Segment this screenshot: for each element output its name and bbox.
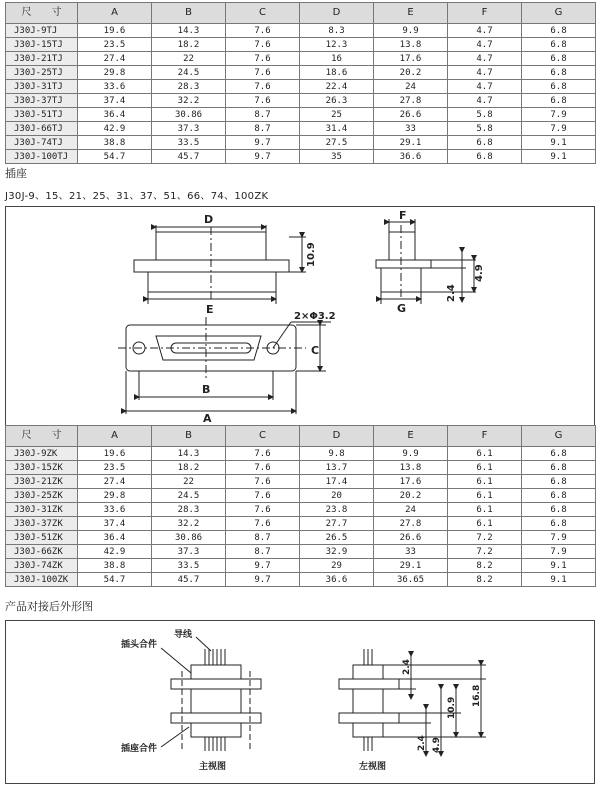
table-row <box>6 122 596 136</box>
value-cell: 9.1 <box>522 559 596 573</box>
value-cell: 16 <box>300 52 374 66</box>
value-cell: 33.5 <box>152 559 226 573</box>
value-cell: 17.6 <box>374 475 448 489</box>
table-row <box>6 108 596 122</box>
value-cell: 5.8 <box>448 122 522 136</box>
value-cell: 9.7 <box>226 136 300 150</box>
value-cell: 6.8 <box>522 94 596 108</box>
model-cell: J30J-9TJ <box>6 24 78 38</box>
value-cell: 26.6 <box>374 108 448 122</box>
value-cell: 19.6 <box>78 447 152 461</box>
header-g: G <box>522 3 596 24</box>
value-cell: 33.5 <box>152 136 226 150</box>
value-cell: 7.9 <box>522 531 596 545</box>
header-a: A <box>78 426 152 447</box>
table-row <box>6 447 596 461</box>
table-header-row <box>6 426 596 447</box>
value-cell: 26.5 <box>300 531 374 545</box>
value-cell: 17.4 <box>300 475 374 489</box>
value-cell: 7.9 <box>522 545 596 559</box>
value-cell: 5.8 <box>448 108 522 122</box>
value-cell: 36.6 <box>300 573 374 587</box>
model-cell: J30J-37ZK <box>6 517 78 531</box>
table-row <box>6 531 596 545</box>
value-cell: 22 <box>152 475 226 489</box>
value-cell: 36.6 <box>374 150 448 164</box>
value-cell: 27.4 <box>78 52 152 66</box>
value-cell: 9.7 <box>226 573 300 587</box>
value-cell: 6.8 <box>522 24 596 38</box>
value-cell: 37.4 <box>78 94 152 108</box>
value-cell: 30.86 <box>152 108 226 122</box>
value-cell: 27.7 <box>300 517 374 531</box>
value-cell: 7.6 <box>226 66 300 80</box>
value-cell: 33 <box>374 122 448 136</box>
dim-e: E <box>206 303 214 316</box>
value-cell: 6.1 <box>448 517 522 531</box>
value-cell: 8.7 <box>226 531 300 545</box>
header-b: B <box>152 3 226 24</box>
header-g: G <box>522 426 596 447</box>
value-cell: 19.6 <box>78 24 152 38</box>
value-cell: 36.4 <box>78 531 152 545</box>
value-cell: 6.1 <box>448 447 522 461</box>
value-cell: 45.7 <box>152 573 226 587</box>
table-row <box>6 573 596 587</box>
dim-4-9: 4.9 <box>474 264 485 282</box>
value-cell: 24 <box>374 503 448 517</box>
value-cell: 42.9 <box>78 545 152 559</box>
table-row <box>6 150 596 164</box>
value-cell: 20.2 <box>374 66 448 80</box>
value-cell: 32.9 <box>300 545 374 559</box>
model-cell: J30J-15ZK <box>6 461 78 475</box>
label-socket-assembly: 插座合件 <box>121 744 158 754</box>
value-cell: 7.6 <box>226 52 300 66</box>
value-cell: 7.6 <box>226 475 300 489</box>
value-cell: 4.7 <box>448 24 522 38</box>
model-cell: J30J-100ZK <box>6 573 78 587</box>
value-cell: 8.3 <box>300 24 374 38</box>
table-row <box>6 517 596 531</box>
table-row <box>6 24 596 38</box>
value-cell: 31.4 <box>300 122 374 136</box>
value-cell: 37.4 <box>78 517 152 531</box>
value-cell: 6.8 <box>522 38 596 52</box>
value-cell: 13.7 <box>300 461 374 475</box>
value-cell: 38.8 <box>78 559 152 573</box>
header-d: D <box>300 3 374 24</box>
model-cell: J30J-66ZK <box>6 545 78 559</box>
value-cell: 6.1 <box>448 461 522 475</box>
value-cell: 8.2 <box>448 573 522 587</box>
header-size: 尺 寸 <box>6 3 78 24</box>
value-cell: 7.6 <box>226 24 300 38</box>
label-left-view: 左视图 <box>359 762 387 772</box>
dim-d: D <box>204 213 214 226</box>
value-cell: 37.3 <box>152 545 226 559</box>
value-cell: 4.7 <box>448 38 522 52</box>
value-cell: 22 <box>152 52 226 66</box>
plug-dimension-table <box>5 2 596 164</box>
value-cell: 29.1 <box>374 559 448 573</box>
left-view <box>339 649 486 756</box>
dim-2-4-bottom: 2.4 <box>417 735 427 751</box>
model-cell: J30J-9ZK <box>6 447 78 461</box>
dim-f: F <box>399 209 407 222</box>
value-cell: 7.9 <box>522 108 596 122</box>
socket-end-body-top <box>389 232 415 260</box>
value-cell: 13.8 <box>374 461 448 475</box>
table-row <box>6 489 596 503</box>
model-cell: J30J-21TJ <box>6 52 78 66</box>
value-cell: 9.1 <box>522 573 596 587</box>
table-row <box>6 475 596 489</box>
header-f: F <box>448 426 522 447</box>
socket-body-bottom <box>148 272 276 292</box>
value-cell: 18.2 <box>152 461 226 475</box>
model-cell: J30J-25ZK <box>6 489 78 503</box>
value-cell: 25 <box>300 108 374 122</box>
value-cell: 37.3 <box>152 122 226 136</box>
model-cell: J30J-21ZK <box>6 475 78 489</box>
value-cell: 7.2 <box>448 531 522 545</box>
value-cell: 6.8 <box>522 489 596 503</box>
value-cell: 27.8 <box>374 517 448 531</box>
model-cell: J30J-31ZK <box>6 503 78 517</box>
socket-dimension-table <box>5 425 596 587</box>
value-cell: 9.7 <box>226 559 300 573</box>
value-cell: 36.65 <box>374 573 448 587</box>
value-cell: 4.7 <box>448 80 522 94</box>
socket-end-flange <box>376 260 431 268</box>
value-cell: 9.1 <box>522 150 596 164</box>
value-cell: 29.1 <box>374 136 448 150</box>
header-e: E <box>374 426 448 447</box>
value-cell: 13.8 <box>374 38 448 52</box>
value-cell: 23.5 <box>78 38 152 52</box>
value-cell: 30.86 <box>152 531 226 545</box>
dim-b: B <box>202 383 211 396</box>
table-row <box>6 461 596 475</box>
dim-2-4: 2.4 <box>446 284 457 302</box>
value-cell: 6.8 <box>522 503 596 517</box>
dim-10-9: 10.9 <box>306 242 317 267</box>
value-cell: 18.2 <box>152 38 226 52</box>
value-cell: 18.6 <box>300 66 374 80</box>
value-cell: 6.1 <box>448 503 522 517</box>
front-view <box>161 637 261 751</box>
value-cell: 7.9 <box>522 122 596 136</box>
value-cell: 45.7 <box>152 150 226 164</box>
value-cell: 20.2 <box>374 489 448 503</box>
model-cell: J30J-66TJ <box>6 122 78 136</box>
value-cell: 6.8 <box>448 136 522 150</box>
value-cell: 54.7 <box>78 573 152 587</box>
value-cell: 8.7 <box>226 108 300 122</box>
value-cell: 27.5 <box>300 136 374 150</box>
value-cell: 7.6 <box>226 461 300 475</box>
header-b: B <box>152 426 226 447</box>
value-cell: 22.4 <box>300 80 374 94</box>
table-row <box>6 559 596 573</box>
value-cell: 4.7 <box>448 94 522 108</box>
model-cell: J30J-31TJ <box>6 80 78 94</box>
header-size: 尺 寸 <box>6 426 78 447</box>
value-cell: 20 <box>300 489 374 503</box>
model-cell: J30J-74TJ <box>6 136 78 150</box>
label-front-view: 主视图 <box>199 762 227 772</box>
socket-model-list: J30J-9、15、21、25、31、37、51、66、74、100ZK <box>5 191 269 202</box>
model-cell: J30J-74ZK <box>6 559 78 573</box>
table-row <box>6 80 596 94</box>
value-cell: 54.7 <box>78 150 152 164</box>
mated-drawing-svg <box>6 621 594 783</box>
value-cell: 6.8 <box>448 150 522 164</box>
table-row <box>6 38 596 52</box>
table-row <box>6 503 596 517</box>
model-cell: J30J-37TJ <box>6 94 78 108</box>
value-cell: 26.3 <box>300 94 374 108</box>
dim-hole: 2×Φ3.2 <box>294 311 336 322</box>
value-cell: 12.3 <box>300 38 374 52</box>
model-cell: J30J-51TJ <box>6 108 78 122</box>
socket-title: 插座 <box>5 167 27 180</box>
table-row <box>6 94 596 108</box>
value-cell: 33 <box>374 545 448 559</box>
value-cell: 42.9 <box>78 122 152 136</box>
value-cell: 9.8 <box>300 447 374 461</box>
value-cell: 28.3 <box>152 80 226 94</box>
value-cell: 26.6 <box>374 531 448 545</box>
header-e: E <box>374 3 448 24</box>
value-cell: 7.6 <box>226 80 300 94</box>
value-cell: 8.7 <box>226 122 300 136</box>
value-cell: 36.4 <box>78 108 152 122</box>
value-cell: 7.6 <box>226 38 300 52</box>
dim-c: C <box>311 344 320 357</box>
value-cell: 6.1 <box>448 475 522 489</box>
header-a: A <box>78 3 152 24</box>
header-f: F <box>448 3 522 24</box>
mated-title: 产品对接后外形图 <box>5 600 93 613</box>
value-cell: 35 <box>300 150 374 164</box>
value-cell: 6.8 <box>522 80 596 94</box>
value-cell: 6.8 <box>522 461 596 475</box>
table-row <box>6 66 596 80</box>
table-row <box>6 136 596 150</box>
model-cell: J30J-100TJ <box>6 150 78 164</box>
model-cell: J30J-25TJ <box>6 66 78 80</box>
dim-4-9-mated: 4.9 <box>432 737 442 753</box>
value-cell: 6.8 <box>522 66 596 80</box>
value-cell: 24 <box>374 80 448 94</box>
socket-drawing-svg <box>6 207 594 425</box>
value-cell: 33.6 <box>78 80 152 94</box>
value-cell: 7.6 <box>226 94 300 108</box>
value-cell: 7.6 <box>226 517 300 531</box>
value-cell: 29 <box>300 559 374 573</box>
value-cell: 24.5 <box>152 66 226 80</box>
model-cell: J30J-51ZK <box>6 531 78 545</box>
label-plug-assembly: 插头合件 <box>121 640 158 650</box>
header-c: C <box>226 3 300 24</box>
value-cell: 17.6 <box>374 52 448 66</box>
value-cell: 33.6 <box>78 503 152 517</box>
dim-16-8: 16.8 <box>472 684 482 707</box>
value-cell: 7.2 <box>448 545 522 559</box>
value-cell: 8.2 <box>448 559 522 573</box>
value-cell: 7.6 <box>226 447 300 461</box>
socket-drawing <box>5 206 595 426</box>
value-cell: 4.7 <box>448 52 522 66</box>
value-cell: 32.2 <box>152 517 226 531</box>
value-cell: 4.7 <box>448 66 522 80</box>
value-cell: 23.8 <box>300 503 374 517</box>
value-cell: 23.5 <box>78 461 152 475</box>
value-cell: 14.3 <box>152 24 226 38</box>
value-cell: 29.8 <box>78 66 152 80</box>
value-cell: 32.2 <box>152 94 226 108</box>
value-cell: 6.8 <box>522 52 596 66</box>
mated-drawing <box>5 620 595 784</box>
value-cell: 6.1 <box>448 489 522 503</box>
value-cell: 9.9 <box>374 24 448 38</box>
value-cell: 9.7 <box>226 150 300 164</box>
value-cell: 27.4 <box>78 475 152 489</box>
value-cell: 27.8 <box>374 94 448 108</box>
value-cell: 6.8 <box>522 517 596 531</box>
value-cell: 24.5 <box>152 489 226 503</box>
value-cell: 29.8 <box>78 489 152 503</box>
value-cell: 6.8 <box>522 475 596 489</box>
dim-a: A <box>203 412 212 425</box>
table-header-row <box>6 3 596 24</box>
value-cell: 9.1 <box>522 136 596 150</box>
model-cell: J30J-15TJ <box>6 38 78 52</box>
table-row <box>6 545 596 559</box>
value-cell: 7.6 <box>226 503 300 517</box>
dim-g: G <box>397 302 407 315</box>
value-cell: 9.9 <box>374 447 448 461</box>
label-wire: 导线 <box>174 630 193 640</box>
dim-10-9-mated: 10.9 <box>447 696 457 719</box>
value-cell: 28.3 <box>152 503 226 517</box>
value-cell: 14.3 <box>152 447 226 461</box>
value-cell: 7.6 <box>226 489 300 503</box>
header-c: C <box>226 426 300 447</box>
dim-2-4-top: 2.4 <box>402 659 412 675</box>
header-d: D <box>300 426 374 447</box>
value-cell: 8.7 <box>226 545 300 559</box>
value-cell: 38.8 <box>78 136 152 150</box>
value-cell: 6.8 <box>522 447 596 461</box>
table-row <box>6 52 596 66</box>
